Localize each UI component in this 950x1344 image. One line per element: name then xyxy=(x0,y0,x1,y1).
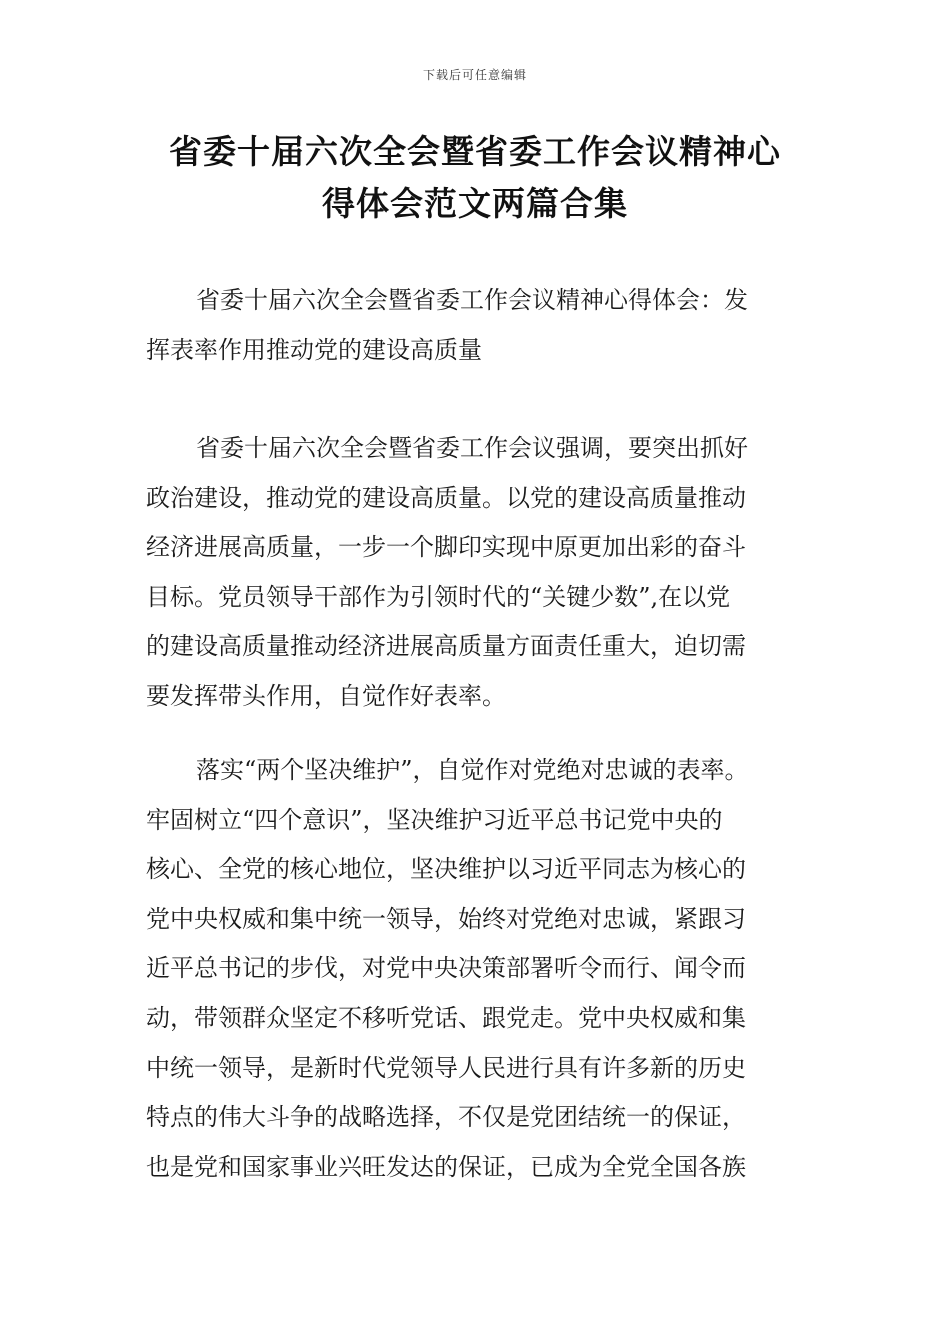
text-line: 的建设高质量推动经济进展高质量方面责任重大，迫切需 xyxy=(146,632,746,661)
text-line: 政治建设，推动党的建设高质量。以党的建设高质量推动 xyxy=(146,483,746,512)
text-line: 近平总书记的步伐，对党中央决策部署听令而行、闻令而 xyxy=(146,954,746,983)
document-title xyxy=(100,126,850,230)
text-line: 省委十届六次全会暨省委工作会议精神心得体会：发 xyxy=(196,286,748,314)
text-line: 牢固树立“四个意识”，坚决维护习近平总书记党中央的 xyxy=(146,805,723,834)
paragraph-2 xyxy=(146,746,826,1192)
text-line: 挥表率作用推动党的建设高质量 xyxy=(146,335,482,364)
title-line-1: 省委十届六次全会暨省委工作会议精神心 xyxy=(169,132,781,171)
text-line: 目标。党员领导干部作为引领时代的“关键少数”,在以党 xyxy=(146,582,731,611)
header-note: 下载后可任意编辑 xyxy=(422,68,527,82)
title-line-2: 得体会范文两篇合集 xyxy=(322,184,628,223)
text-line: 省委十届六次全会暨省委工作会议强调，要突出抓好 xyxy=(196,434,748,462)
text-line: 中统一领导，是新时代党领导人民进行具有许多新的历史 xyxy=(146,1053,746,1082)
text-line: 经济进展高质量，一步一个脚印实现中原更加出彩的奋斗 xyxy=(146,533,746,562)
text-line: 落实“两个坚决维护”，自觉作对党绝对忠诚的表率。 xyxy=(196,756,749,784)
paragraph-1 xyxy=(146,424,826,722)
text-line: 党中央权威和集中统一领导，始终对党绝对忠诚，紧跟习 xyxy=(146,904,746,933)
subtitle-paragraph xyxy=(146,276,826,375)
text-line: 动，带领群众坚定不移听党话、跟党走。党中央权威和集 xyxy=(146,1003,746,1032)
text-line: 也是党和国家事业兴旺发达的保证，已成为全党全国各族 xyxy=(146,1152,746,1181)
text-line: 核心、全党的核心地位，坚决维护以习近平同志为核心的 xyxy=(146,855,746,884)
text-line: 要发挥带头作用，自觉作好表率。 xyxy=(146,681,506,710)
text-line: 特点的伟大斗争的战略选择，不仅是党团结统一的保证， xyxy=(146,1103,746,1132)
